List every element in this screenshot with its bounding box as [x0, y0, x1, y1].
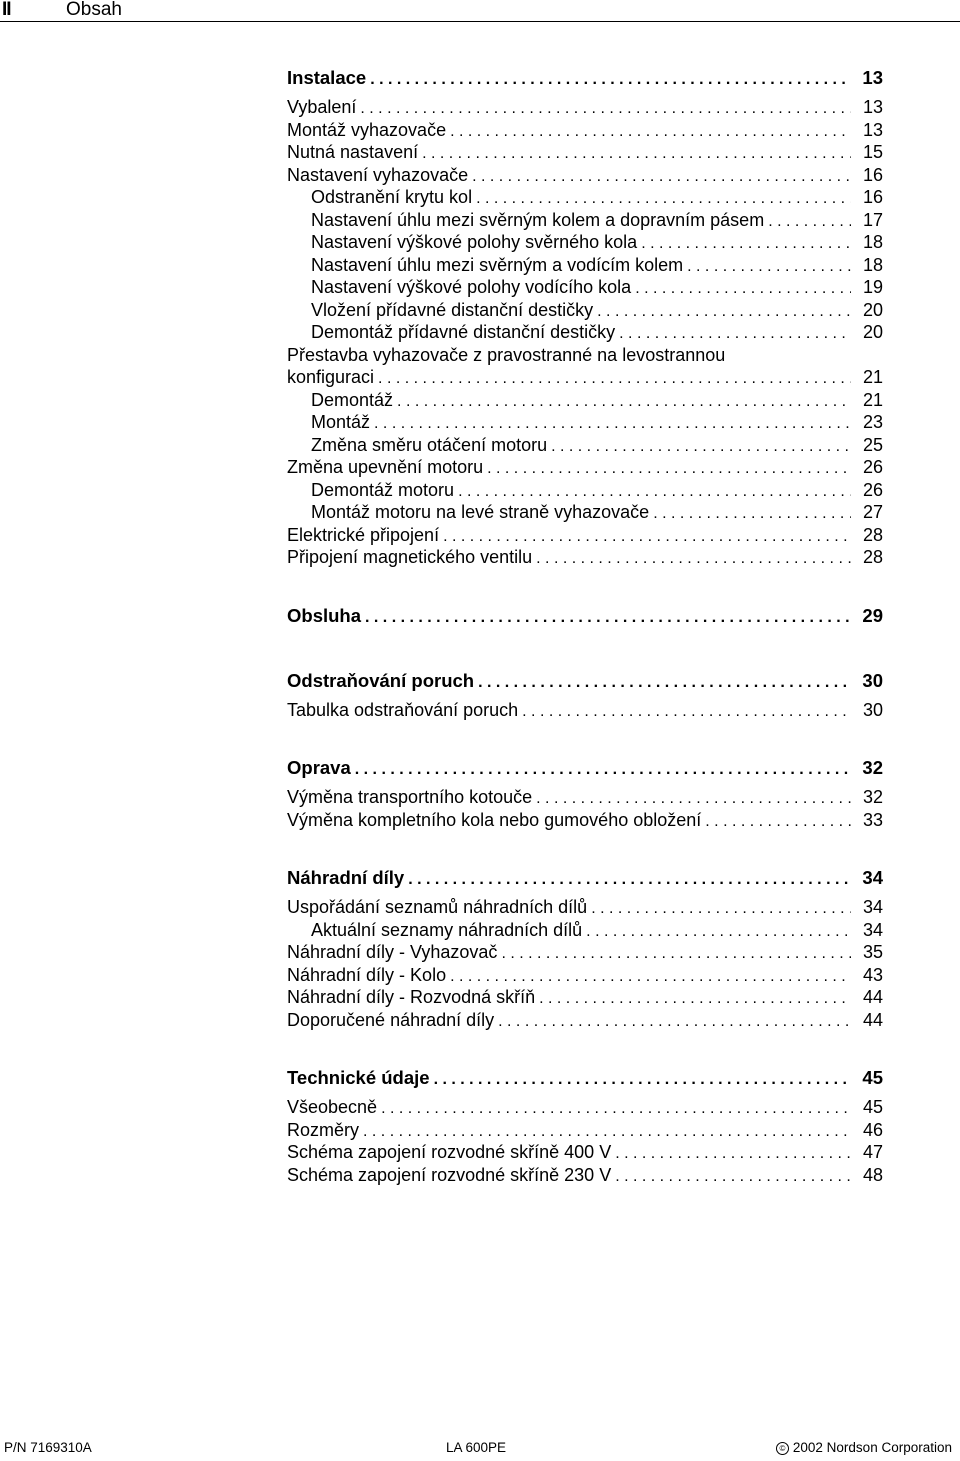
- dot-leader: [522, 701, 851, 722]
- toc-page-number: 23: [851, 411, 883, 434]
- toc-entry[interactable]: [287, 411, 883, 434]
- toc-entry-title: Demontáž motoru: [311, 479, 458, 502]
- toc-page-number: 18: [851, 254, 883, 277]
- dot-leader: [363, 1121, 851, 1142]
- dot-leader: [591, 898, 851, 919]
- toc-entry[interactable]: [287, 809, 883, 832]
- toc-page-number: 34: [851, 919, 883, 942]
- dot-leader: [374, 413, 851, 434]
- page-header: [0, 0, 960, 22]
- dot-leader: [381, 1098, 851, 1119]
- toc-entry-title: Nastavení úhlu mezi svěrným a vodícím kolem: [311, 254, 687, 277]
- toc-entry[interactable]: [287, 919, 883, 942]
- toc-entry[interactable]: [287, 986, 883, 1009]
- toc-entry[interactable]: [287, 231, 883, 254]
- section-number: II: [2, 0, 11, 20]
- toc-page-number: 32: [851, 786, 883, 809]
- toc-entry[interactable]: [287, 456, 883, 479]
- toc-entry-title: Vložení přídavné distanční destičky: [311, 299, 597, 322]
- toc-page-number: 28: [851, 524, 883, 547]
- dot-leader: [476, 188, 851, 209]
- toc-entry-title-line: [287, 344, 883, 367]
- toc-page-number: 47: [851, 1141, 883, 1164]
- toc-entry-title: Tabulka odstraňování poruch: [287, 699, 522, 722]
- toc-chapter[interactable]: [287, 1066, 883, 1090]
- toc-entry-title: Oprava: [287, 756, 355, 780]
- dot-leader: [597, 301, 851, 322]
- toc-entry[interactable]: [287, 1141, 883, 1164]
- toc-entry-title: Instalace: [287, 66, 370, 90]
- dot-leader: [434, 1068, 851, 1090]
- toc-entry-title: konfiguraci: [287, 366, 378, 389]
- toc-page-number: 19: [851, 276, 883, 299]
- toc-entry-title: Montáž motoru na levé straně vyhazovače: [311, 501, 653, 524]
- toc-entry-title: Náhradní díly: [287, 866, 408, 890]
- section-gap: [287, 721, 883, 756]
- dot-leader: [450, 121, 851, 142]
- toc-entry-title: Schéma zapojení rozvodné skříně 230 V: [287, 1164, 615, 1187]
- toc-page-number: 34: [851, 866, 883, 890]
- toc-entry[interactable]: [287, 1119, 883, 1142]
- page-footer: [0, 1440, 960, 1460]
- toc-entry[interactable]: [287, 141, 883, 164]
- dot-leader: [539, 988, 851, 1009]
- toc-page-number: 43: [851, 964, 883, 987]
- toc-entry-title: Změna upevnění motoru: [287, 456, 487, 479]
- toc-entry[interactable]: [287, 941, 883, 964]
- toc-entry[interactable]: [287, 479, 883, 502]
- toc-chapter[interactable]: [287, 866, 883, 890]
- toc-page-number: 45: [851, 1066, 883, 1090]
- toc-entry[interactable]: [287, 896, 883, 919]
- toc-entry-title: Náhradní díly - Vyhazovač: [287, 941, 501, 964]
- toc-entry[interactable]: [287, 546, 883, 569]
- dot-leader: [378, 368, 851, 389]
- toc-entry[interactable]: [287, 276, 883, 299]
- dot-leader: [615, 1166, 851, 1187]
- toc-chapter[interactable]: [287, 669, 883, 693]
- toc-page-number: 13: [851, 119, 883, 142]
- toc-entry-title: Uspořádání seznamů náhradních dílů: [287, 896, 591, 919]
- dot-leader: [768, 211, 851, 232]
- toc-entry[interactable]: [287, 119, 883, 142]
- toc-page-number: 28: [851, 546, 883, 569]
- dot-leader: [365, 606, 851, 628]
- dot-leader: [653, 503, 851, 524]
- toc-entry-title: Demontáž: [311, 389, 397, 412]
- dot-leader: [472, 166, 851, 187]
- toc-entry[interactable]: [287, 254, 883, 277]
- toc-entry[interactable]: [287, 964, 883, 987]
- toc-page-number: 17: [851, 209, 883, 232]
- toc-entry-title: Odstranění krytu kol: [311, 186, 476, 209]
- toc-page-number: 35: [851, 941, 883, 964]
- toc-page-number: 44: [851, 1009, 883, 1032]
- toc-entry[interactable]: [287, 434, 883, 457]
- model-name: LA 600PE: [446, 1440, 507, 1455]
- dot-leader: [408, 868, 851, 890]
- copyright-icon: ©: [776, 1442, 789, 1455]
- dot-leader: [615, 1143, 851, 1164]
- dot-leader: [635, 278, 851, 299]
- dot-leader: [443, 526, 851, 547]
- toc-page-number: 20: [851, 299, 883, 322]
- toc-page-number: 15: [851, 141, 883, 164]
- toc-entry-title: Nutná nastavení: [287, 141, 422, 164]
- section-gap: [287, 831, 883, 866]
- toc-entry[interactable]: [287, 299, 883, 322]
- toc-entry[interactable]: [287, 366, 883, 389]
- dot-leader: [536, 548, 851, 569]
- toc-entry-title: Náhradní díly - Rozvodná skříň: [287, 986, 539, 1009]
- toc-page-number: 21: [851, 389, 883, 412]
- toc-page-number: 18: [851, 231, 883, 254]
- toc-entry-title: Nastavení výškové polohy vodícího kola: [311, 276, 635, 299]
- toc-entry[interactable]: [287, 186, 883, 209]
- toc-entry-title: Všeobecně: [287, 1096, 381, 1119]
- dot-leader: [705, 811, 851, 832]
- toc-page-number: 20: [851, 321, 883, 344]
- toc-entry-title: Rozměry: [287, 1119, 363, 1142]
- toc-entry-title: Obsluha: [287, 604, 365, 628]
- toc-entry-title: Aktuální seznamy náhradních dílů: [311, 919, 586, 942]
- dot-leader: [501, 943, 851, 964]
- toc-entry-title: Vybalení: [287, 96, 360, 119]
- section-gap: [287, 569, 883, 604]
- toc-entry[interactable]: [287, 699, 883, 722]
- toc-page-number: 48: [851, 1164, 883, 1187]
- toc-page-number: 27: [851, 501, 883, 524]
- toc-entry[interactable]: [287, 1009, 883, 1032]
- dot-leader: [619, 323, 851, 344]
- dot-leader: [370, 68, 851, 90]
- toc-entry-title: Výměna kompletního kola nebo gumového obložení: [287, 809, 705, 832]
- toc-page-number: 16: [851, 186, 883, 209]
- section-gap: [287, 634, 883, 669]
- copyright: [776, 1440, 952, 1455]
- toc-entry[interactable]: [287, 389, 883, 412]
- toc-entry[interactable]: [287, 321, 883, 344]
- toc-entry-title: Náhradní díly - Kolo: [287, 964, 450, 987]
- toc-page-number: 26: [851, 479, 883, 502]
- toc-page-number: 34: [851, 896, 883, 919]
- dot-leader: [458, 481, 851, 502]
- toc-page-number: 45: [851, 1096, 883, 1119]
- toc-page-number: 25: [851, 434, 883, 457]
- toc-page-number: 21: [851, 366, 883, 389]
- toc-entry[interactable]: [287, 786, 883, 809]
- toc-page-number: 44: [851, 986, 883, 1009]
- toc-entry[interactable]: [287, 209, 883, 232]
- toc-chapter[interactable]: [287, 66, 883, 90]
- dot-leader: [355, 758, 851, 780]
- toc-page-number: 29: [851, 604, 883, 628]
- toc-entry-title: Připojení magnetického ventilu: [287, 546, 536, 569]
- toc-entry-title: Výměna transportního kotouče: [287, 786, 536, 809]
- toc-entry-title: Odstraňování poruch: [287, 669, 478, 693]
- dot-leader: [498, 1011, 851, 1032]
- toc-entry-title: Montáž: [311, 411, 374, 434]
- toc-page-number: 16: [851, 164, 883, 187]
- toc-entry[interactable]: [287, 524, 883, 547]
- copyright-text: 2002 Nordson Corporation: [792, 1440, 952, 1455]
- dot-leader: [397, 391, 851, 412]
- dot-leader: [536, 788, 851, 809]
- toc-entry-title: Technické údaje: [287, 1066, 434, 1090]
- toc-page-number: 13: [851, 96, 883, 119]
- toc-entry-title: Změna směru otáčení motoru: [311, 434, 551, 457]
- toc-page-number: 13: [851, 66, 883, 90]
- toc-entry[interactable]: [287, 96, 883, 119]
- toc-entry-title: Nastavení výškové polohy svěrného kola: [311, 231, 641, 254]
- toc-entry-title: Přestavba vyhazovače z pravostranné na levostrannou: [287, 344, 726, 365]
- toc-page-number: 46: [851, 1119, 883, 1142]
- dot-leader: [551, 436, 851, 457]
- dot-leader: [586, 921, 851, 942]
- toc-page-number: 26: [851, 456, 883, 479]
- toc-page-number: 30: [851, 669, 883, 693]
- dot-leader: [687, 256, 851, 277]
- toc-page-number: 33: [851, 809, 883, 832]
- toc-chapter[interactable]: [287, 604, 883, 628]
- table-of-contents: [287, 66, 883, 1186]
- toc-entry-title: Elektrické připojení: [287, 524, 443, 547]
- header-rule: [0, 21, 960, 22]
- toc-chapter[interactable]: [287, 756, 883, 780]
- part-number: P/N 7169310A: [4, 1440, 92, 1455]
- section-gap: [287, 1031, 883, 1066]
- dot-leader: [641, 233, 851, 254]
- dot-leader: [450, 966, 851, 987]
- dot-leader: [360, 98, 851, 119]
- toc-entry-title: Nastavení vyhazovače: [287, 164, 472, 187]
- toc-entry-title: Schéma zapojení rozvodné skříně 400 V: [287, 1141, 615, 1164]
- toc-entry[interactable]: [287, 501, 883, 524]
- toc-entry-title: Montáž vyhazovače: [287, 119, 450, 142]
- toc-entry-title: Demontáž přídavné distanční destičky: [311, 321, 619, 344]
- page-title: Obsah: [66, 0, 122, 20]
- toc-entry[interactable]: [287, 164, 883, 187]
- dot-leader: [478, 671, 851, 693]
- dot-leader: [422, 143, 851, 164]
- toc-page-number: 30: [851, 699, 883, 722]
- toc-entry-title: Doporučené náhradní díly: [287, 1009, 498, 1032]
- toc-page-number: 32: [851, 756, 883, 780]
- toc-entry[interactable]: [287, 1164, 883, 1187]
- toc-entry[interactable]: [287, 1096, 883, 1119]
- dot-leader: [487, 458, 851, 479]
- toc-entry-title: Nastavení úhlu mezi svěrným kolem a dopravním pásem: [311, 209, 768, 232]
